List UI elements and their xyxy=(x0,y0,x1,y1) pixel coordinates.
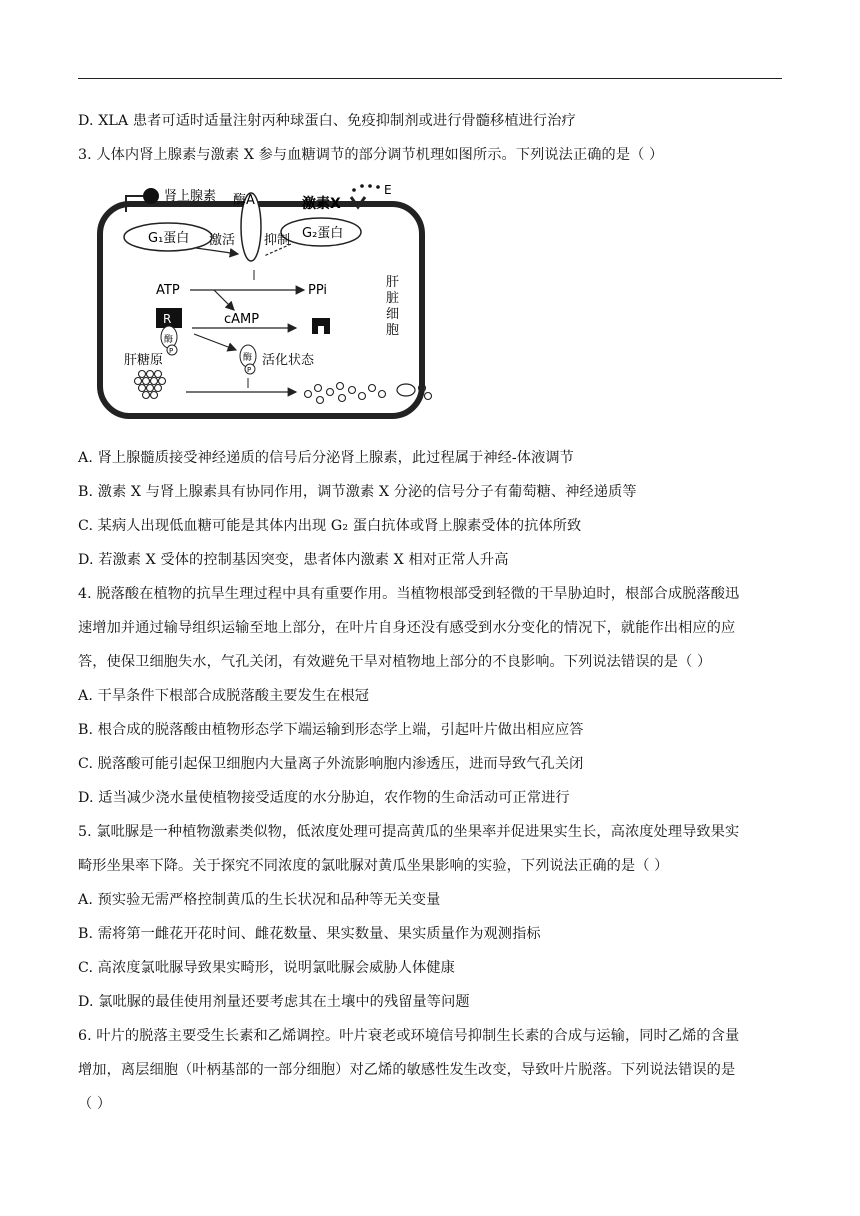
liver-cell-label-char-4: 胞 xyxy=(386,323,400,338)
q5-option-d: D. 氯吡脲的最佳使用剂量还要考虑其在土壤中的残留量等问题 xyxy=(78,994,470,1010)
question-5-stem-line-1: 5. 氯吡脲是一种植物激素类似物，低浓度处理可提高黄瓜的坐果率并促进果实生长，高浓度处理导致果实 xyxy=(78,824,740,840)
enzyme-label-1: 酶 xyxy=(164,335,174,345)
inhibit-label: 抑制 xyxy=(264,233,291,248)
r-label: R xyxy=(163,312,172,326)
q5-option-c: C. 高浓度氯吡脲导致果实畸形，说明氯吡脲会威胁人体健康 xyxy=(78,960,455,976)
question-4-stem-line-1: 4. 脱落酸在植物的抗旱生理过程中具有重要作用。当植物根部受到轻微的干旱胁迫时，根部合成脱落酸迅 xyxy=(78,586,740,602)
blood-glucose-regulation-diagram xyxy=(96,182,436,422)
q3-option-d: D. 若激素 X 受体的控制基因突变，患者体内激素 X 相对正常人升高 xyxy=(78,552,509,568)
g1-label: G₁蛋白 xyxy=(148,231,190,246)
activated-state-label: 活化状态 xyxy=(262,353,315,368)
q3-option-a: A. 肾上腺髓质接受神经递质的信号后分泌肾上腺素，此过程属于神经-体液调节 xyxy=(78,450,574,466)
r-released xyxy=(312,318,330,334)
q5-option-b: B. 需将第一雌花开花时间、雌花数量、果实数量、果实质量作为观测指标 xyxy=(78,926,541,942)
question-6-stem-line-1: 6. 叶片的脱落主要受生长素和乙烯调控。叶片衰老或环境信号抑制生长素的合成与运输，同时乙烯的含量 xyxy=(78,1028,740,1044)
p-label-2: P xyxy=(247,366,252,374)
question-6-stem-line-3: （ ） xyxy=(78,1096,112,1112)
question-3-stem: 3. 人体内肾上腺素与激素 X 参与血糖调节的部分调节机理如图所示。下列说法正确的是（ ） xyxy=(78,147,664,163)
q4-option-b: B. 根合成的脱落酸由植物形态学下端运输到形态学上端，引起叶片做出相应应答 xyxy=(78,722,584,738)
adrenaline-molecule xyxy=(143,188,159,204)
question-5-stem-line-2: 畸形坐果率下降。关于探究不同浓度的氯吡脲对黄瓜坐果影响的实验，下列说法正确的是（ ） xyxy=(78,858,669,874)
hormone-x-label: 激素X xyxy=(302,196,341,212)
atp-label: ATP xyxy=(156,283,180,298)
glycogen-cluster xyxy=(135,371,166,399)
adrenaline-label: 肾上腺素 xyxy=(164,189,217,204)
p-label-1: P xyxy=(169,347,174,355)
glucose-transporter xyxy=(397,384,415,396)
question-4-stem-line-2: 速增加并通过输导组织运输至地上部分，在叶片自身还没有感受到水分变化的情况下，就能作出相应的应 xyxy=(78,620,736,636)
q4-option-c: C. 脱落酸可能引起保卫细胞内大量离子外流影响胞内渗透压，进而导致气孔关闭 xyxy=(78,756,584,772)
liver-cell-label-char-2: 脏 xyxy=(386,291,400,306)
q5-option-a: A. 预实验无需严格控制黄瓜的生长状况和品种等无关变量 xyxy=(78,892,441,908)
ppi-label: PPi xyxy=(308,283,328,298)
question-6-stem-line-2: 增加，离层细胞（叶柄基部的一部分细胞）对乙烯的敏感性发生改变，导致叶片脱落。下列说法错误的是 xyxy=(78,1062,736,1078)
header-rule xyxy=(78,78,782,79)
diagram-svg xyxy=(96,182,436,422)
q3-option-b: B. 激素 X 与肾上腺素具有协同作用，调节激素 X 分泌的信号分子有葡萄糖、神经递质等 xyxy=(78,484,637,500)
enzyme-a-label: 酶A xyxy=(233,193,255,208)
q4-option-d: D. 适当减少浇水量使植物接受适度的水分胁迫，农作物的生命活动可正常进行 xyxy=(78,790,570,806)
option-d-xla: D. XLA 患者可适时适量注射丙种球蛋白、免疫抑制剂或进行骨髓移植进行治疗 xyxy=(78,113,576,129)
camp-label: cAMP xyxy=(224,312,260,327)
activate-label: 激活 xyxy=(209,233,236,248)
question-4-stem-line-3: 答，使保卫细胞失水，气孔关闭，有效避免干旱对植物地上部分的不良影响。下列说法错误的是（ ） xyxy=(78,654,712,670)
liver-cell-label-char-1: 肝 xyxy=(386,275,400,290)
q3-option-c: C. 某病人出现低血糖可能是其体内出现 G₂ 蛋白抗体或肾上腺素受体的抗体所致 xyxy=(78,518,582,534)
q4-option-a: A. 干旱条件下根部合成脱落酸主要发生在根冠 xyxy=(78,688,370,704)
g2-label: G₂蛋白 xyxy=(302,226,344,241)
glycogen-label: 肝糖原 xyxy=(124,353,164,368)
e-label: E xyxy=(384,183,392,197)
liver-cell-label-char-3: 细 xyxy=(386,307,400,322)
enzyme-label-2: 酶 xyxy=(243,353,253,363)
